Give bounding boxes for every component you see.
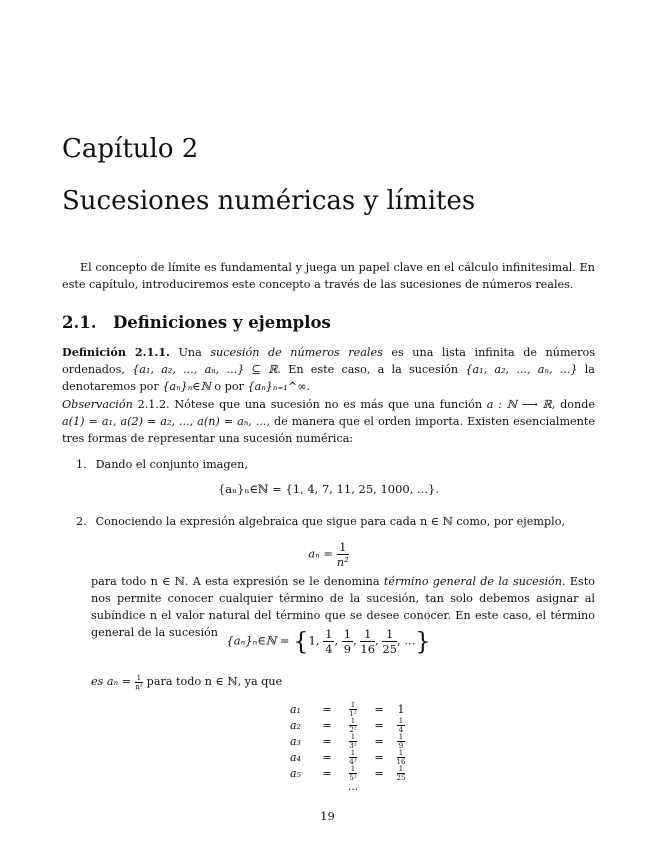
table-row: a₅ = $\frac{1}{\text{5²}}$ = $\frac{1}{25}$ [290,764,406,782]
set-term: $\frac{1}{25}$ [382,627,398,656]
definition-term: sucesión de números reales [210,346,383,359]
section-heading [62,313,331,332]
page-number: 19 [320,809,335,823]
chapter-title: Sucesiones numéricas y límites [62,186,476,216]
es-fraction: $\frac{1}{\text{n²}}$ [135,673,143,691]
definition-label: Definición 2.1.1. [62,345,170,359]
set-term: $\frac{1}{4}$ [325,627,333,656]
formula-fraction: $\frac{1}{\text{n²}}$ [336,540,349,569]
item1-equation: {aₙ}ₙ∈ℕ = {1, 4, 7, 11, 25, 1000, ...}. [217,482,439,496]
list-item: 2. Conociendo la expresión algebraica que sigue para cada n ∈ ℕ como, por ejemplo, [76,515,566,528]
section-title: Definiciones y ejemplos [113,313,331,332]
general-term-formula: aₙ = $\frac{1}{\text{n²}}$ [308,540,349,569]
list-item: 1. Dando el conjunto imagen, [76,458,248,471]
observation-paragraph: Observación 2.1.2. Nótese que una sucesión no es más que una función a : ℕ ⟶ ℝ, donde a(1) = a₁, a(2) = a₂, ..., a(n) = aₙ, ..., de manera que el orden importa. Existen esencialmente tres formas de representar una sucesión numérica: [62,398,596,445]
table-row: a₁ = $\frac{1}{\text{1²}}$ = 1 [290,700,405,718]
es-line: es aₙ = $\frac{1}{\text{n²}}$ para todo n ∈ ℕ, ya que [91,673,283,691]
terms-table [290,701,412,791]
sequence-set-equation: {aₙ}ₙ∈ℕ = {1, $\frac{1}{4}$ , $\frac{1}{9}$ , $\frac{1}{16}$ , $\frac{1}{25}$ , ...} [226,627,431,656]
set-term: $\frac{1}{16}$ [360,627,376,656]
table-row: ... [347,779,359,793]
observation-label: Observación [62,398,133,411]
definition-paragraph: Definición 2.1.1. Una sucesión de números reales es una lista infinita de números ordenados, {a₁, a₂, ..., aₙ, ...} ⊆ ℝ. En este caso, a la sucesión {a₁, a₂, ..., aₙ, ...} la denotaremos por {aₙ}ₙ∈ℕ o por {aₙ}ₙ₌₁^∞. [62,345,596,393]
chapter-label: Capítulo 2 [62,134,199,164]
item2-paragraph: para todo n ∈ ℕ. A esta expresión se le denomina término general de la sucesión. Esto nos permite conocer cualquier término de la sucesión, tan solo debemos asignar al subíndice n el valor natural del término que se desee conocer. En este caso, el término general de la sucesión [91,575,595,639]
table-row: a₄ = $\frac{1}{\text{4²}}$ = $\frac{1}{16}$ [290,748,406,766]
table-row: a₃ = $\frac{1}{\text{3²}}$ = $\frac{1}{9}$ [290,732,404,750]
intro-paragraph: El concepto de límite es fundamental y juega un papel clave en el cálculo infinitesimal. En este capítulo, introduciremos este concepto a través de las sucesiones de números reales. [62,261,595,291]
set-term: $\frac{1}{9}$ [343,627,352,656]
section-number: 2.1. [62,313,97,332]
table-row: a₂ = $\frac{1}{\text{2²}}$ = $\frac{1}{4}$ [290,716,404,734]
